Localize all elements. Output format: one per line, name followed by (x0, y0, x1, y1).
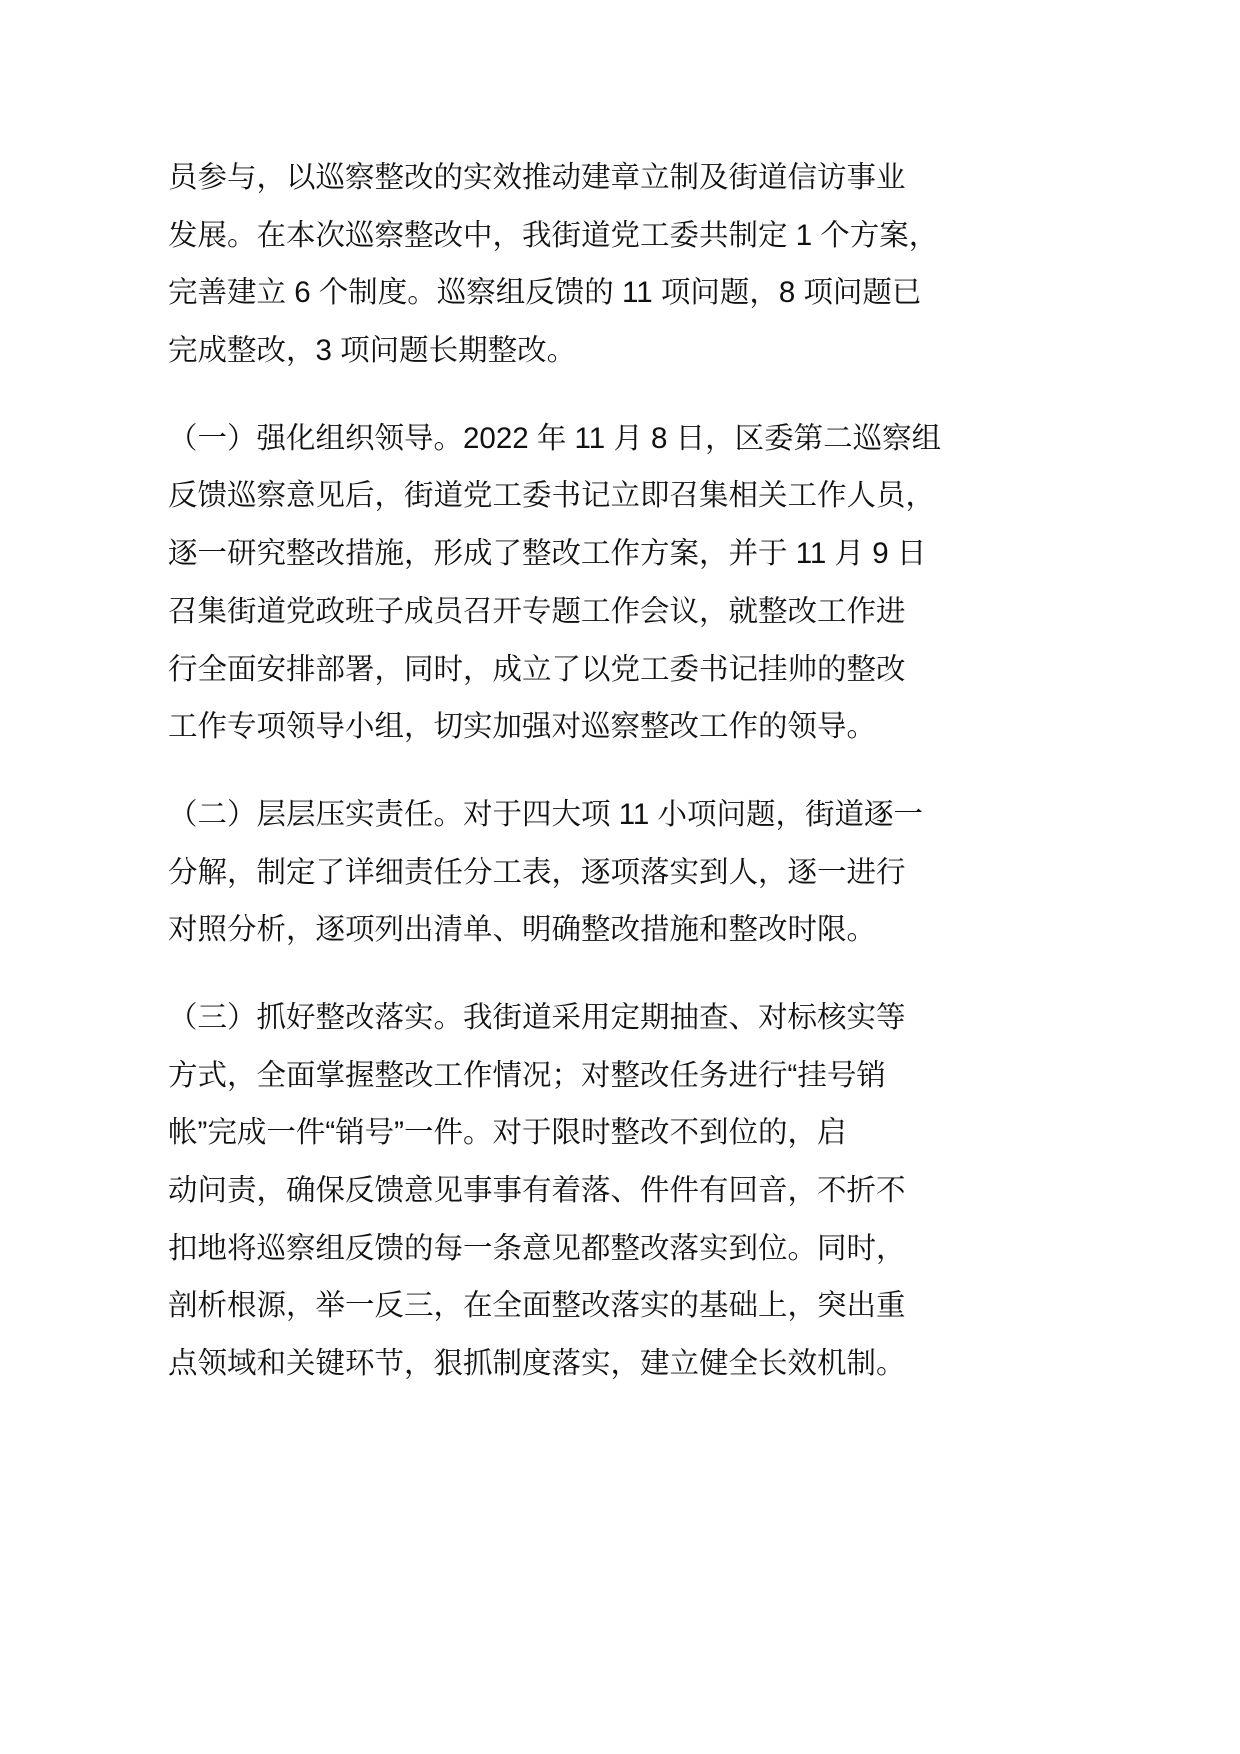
text-line: 完善建立 6 个制度。巡察组反馈的 11 项问题，8 项问题已 (168, 276, 922, 310)
text-line: 召集街道党政班子成员召开专题工作会议，就整改工作进 (168, 594, 906, 628)
paragraph-section-2 (168, 786, 1068, 959)
text-line: 点领域和关键环节，狠抓制度落实，建立健全长效机制。 (168, 1347, 906, 1381)
text-line: 方式，全面掌握整改工作情况；对整改任务进行“挂号销 (168, 1058, 886, 1092)
paragraph-section-3 (168, 989, 1068, 1393)
text-line: 员参与，以巡察整改的实效推动建章立制及街道信访事业 (168, 161, 906, 194)
document-body (168, 149, 1068, 1423)
text-line: 动问责，确保反馈意见事事有着落、件件有回音，不折不 (168, 1174, 906, 1207)
text-line: 反馈巡察意见后，街道党工委书记立即召集相关工作人员， (168, 479, 936, 513)
text-line: （一）强化组织领导。2022 年 11 月 8 日，区委第二巡察组 (168, 421, 942, 455)
text-line: 发展。在本次巡察整改中，我街道党工委共制定 1 个方案， (168, 218, 939, 252)
text-line: 行全面安排部署，同时，成立了以党工委书记挂帅的整改 (168, 652, 906, 686)
text-line: 工作专项领导小组，切实加强对巡察整改工作的领导。 (168, 710, 877, 744)
text-line: 完成整改，3 项问题长期整改。 (168, 334, 577, 368)
text-line: （三）抓好整改落实。我街道采用定期抽查、对标核实等 (168, 1000, 906, 1034)
text-line: 分解，制定了详细责任分工表，逐项落实到人，逐一进行 (168, 855, 906, 889)
text-line: 扣地将巡察组反馈的每一条意见都整改落实到位。同时， (168, 1231, 906, 1265)
paragraph-intro-continuation (168, 149, 1068, 380)
text-line: （二）层层压实责任。对于四大项 11 小项问题，街道逐一 (168, 797, 924, 831)
text-line: 逐一研究整改措施，形成了整改工作方案，并于 11 月 9 日 (168, 537, 927, 571)
paragraph-section-1 (168, 410, 1068, 756)
text-line: 帐”完成一件“销号”一件。对于限时整改不到位的，启 (168, 1116, 847, 1150)
text-line: 对照分析，逐项列出清单、明确整改措施和整改时限。 (168, 913, 877, 947)
text-line: 剖析根源，举一反三，在全面整改落实的基础上，突出重 (168, 1289, 906, 1323)
